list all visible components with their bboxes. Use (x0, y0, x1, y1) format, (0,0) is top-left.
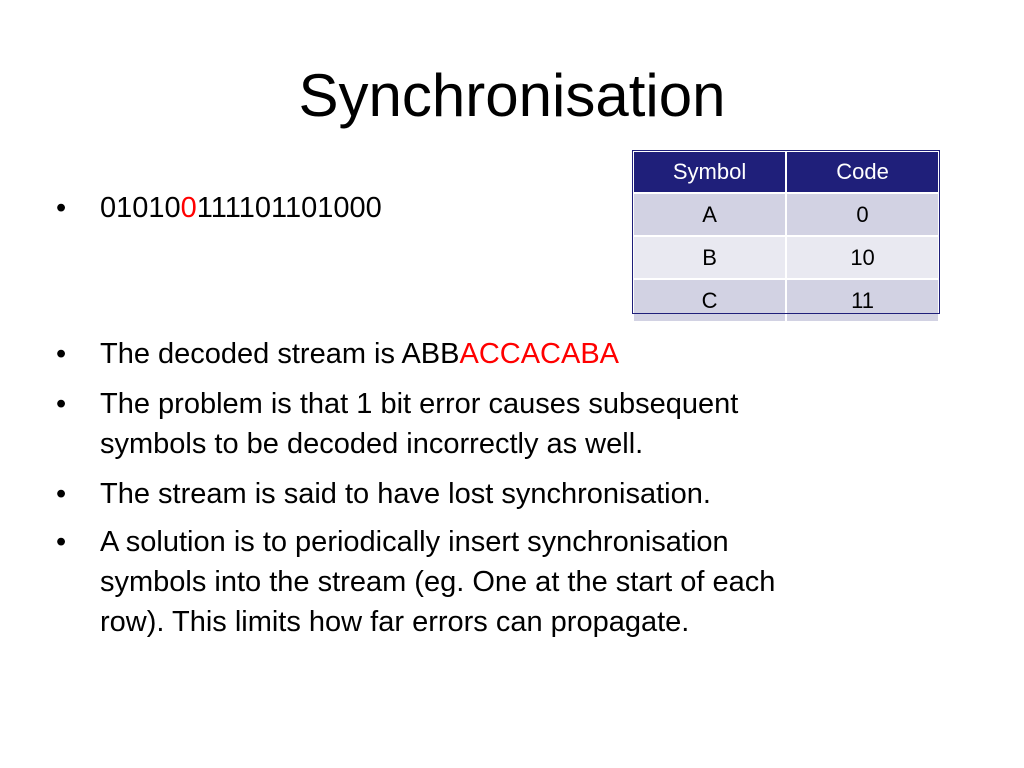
code-table-header-code: Code (786, 151, 939, 193)
solution-line-2: symbols into the stream (eg. One at the start of each (100, 566, 776, 598)
code-table-symbol-cell: C (633, 279, 786, 322)
code-table-symbol-cell: A (633, 193, 786, 236)
bitstream-bullet (100, 188, 382, 228)
problem-line-2: symbols to be decoded incorrectly as well. (100, 428, 644, 460)
code-table-row (633, 193, 939, 236)
code-table (632, 150, 940, 323)
code-table-symbol-cell: B (633, 236, 786, 279)
code-table-code-cell: 0 (786, 193, 939, 236)
problem-bullet (100, 384, 738, 464)
bitstream-after: 111101101000 (196, 192, 382, 224)
lost-sync-bullet: • The stream is said to have lost synchronisation. (100, 474, 711, 514)
code-table-header-row (633, 151, 939, 193)
code-table-row (633, 236, 939, 279)
solution-line-1: A solution is to periodically insert synchronisation (100, 526, 729, 558)
code-table-code-cell: 11 (786, 279, 939, 322)
code-table-code-cell: 10 (786, 236, 939, 279)
decoded-stream-error: ACCACABA (459, 338, 620, 370)
code-table-header-symbol: Symbol (633, 151, 786, 193)
slide-title: Synchronisation (298, 62, 726, 129)
bitstream-error-bit: 0 (180, 192, 197, 224)
solution-bullet (100, 522, 775, 642)
decoded-stream-bullet (100, 334, 619, 374)
bitstream-before: 01010 (100, 192, 181, 224)
code-table-row (633, 279, 939, 322)
problem-line-1: The problem is that 1 bit error causes subsequent (100, 388, 739, 420)
solution-line-3: row). This limits how far errors can propagate. (100, 606, 690, 638)
decoded-stream-prefix: The decoded stream is ABB (100, 338, 460, 370)
